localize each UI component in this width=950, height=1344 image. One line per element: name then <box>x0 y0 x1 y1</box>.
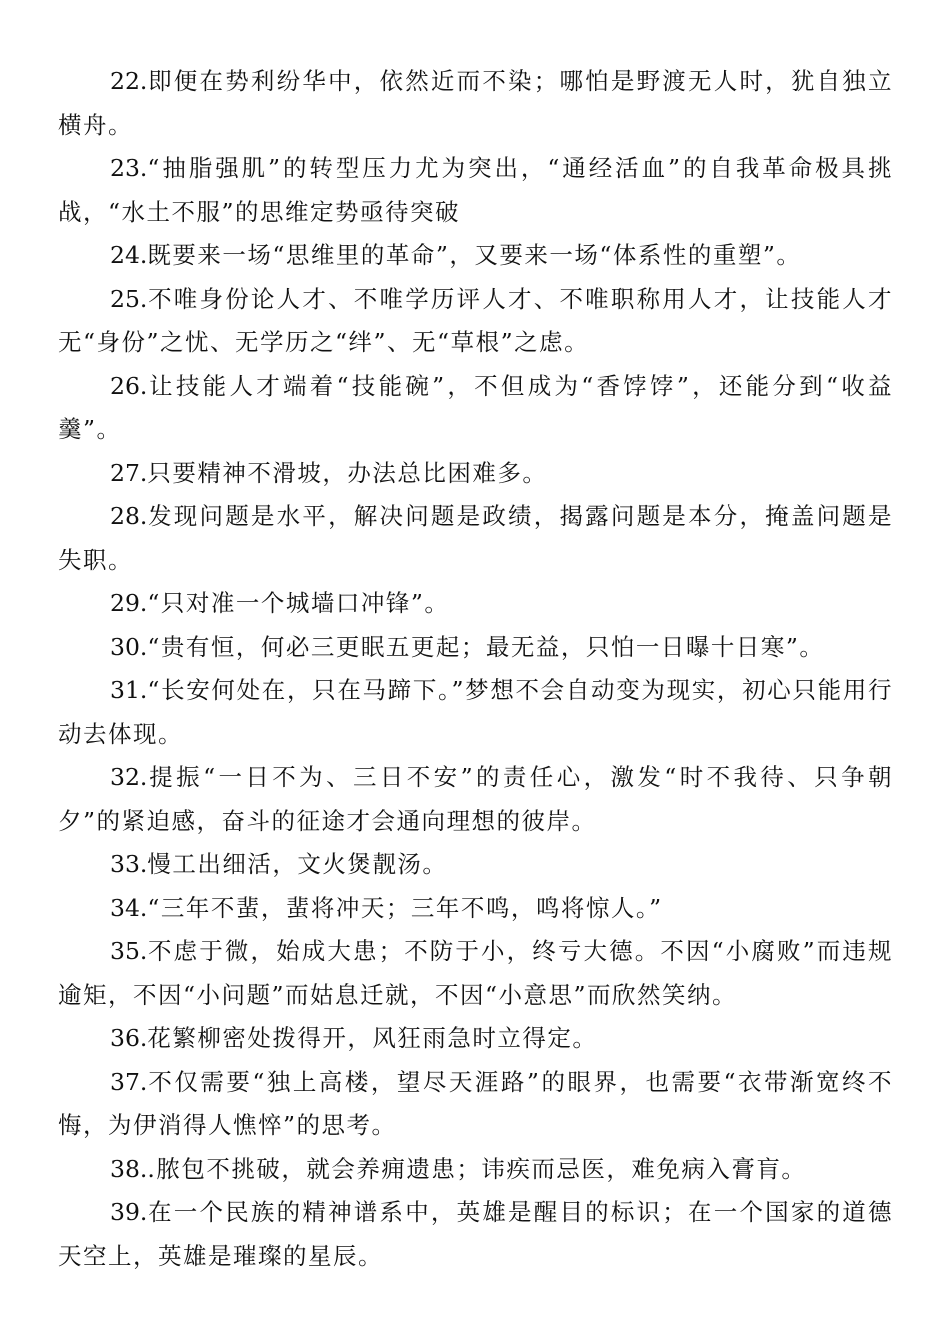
list-item-25 <box>58 278 893 365</box>
list-item-31 <box>58 669 893 756</box>
item-number: 23. <box>110 154 148 182</box>
item-text: 慢工出细活，文火煲靓汤。 <box>147 850 448 878</box>
item-text: 不虑于微，始成大患；不防于小，终亏大德。不因“小腐败”而违规逾矩，不因“小问题”而姑息迁就，不因“小意思”而欣然笑纳。 <box>58 937 893 1009</box>
list-item-35 <box>58 930 893 1017</box>
item-text: 只要精神不滑坡，办法总比困难多。 <box>147 458 548 487</box>
item-text: 在一个民族的精神谱系中，英雄是醒目的标识；在一个国家的道德天空上，英雄是璀璨的星辰。 <box>58 1198 893 1270</box>
item-text: 花繁柳密处拨得开，风狂雨急时立得定。 <box>147 1024 598 1052</box>
list-item-36 <box>58 1017 893 1061</box>
item-text: 不仅需要“独上高楼，望尽天涯路”的眼界，也需要“衣带渐宽终不悔，为伊消得人憔悴”的思考。 <box>58 1067 893 1139</box>
list-item-38 <box>58 1148 893 1192</box>
item-text: “贵有恒，何必三更眠五更起；最无益，只怕一日曝十日寒”。 <box>147 632 825 661</box>
list-item-39 <box>58 1191 893 1278</box>
item-number: 31. <box>110 676 148 704</box>
item-text: “三年不蜚，蜚将冲天；三年不鸣，鸣将惊人。” <box>147 893 663 922</box>
list-item-27 <box>58 452 893 496</box>
list-item-26 <box>58 365 893 452</box>
list-item-37 <box>58 1061 893 1148</box>
list-item-29 <box>58 582 893 626</box>
item-text: 既要来一场“思维里的革命”，又要来一场“体系性的重塑”。 <box>147 241 802 269</box>
item-number: 25. <box>110 284 148 313</box>
item-text: 让技能人才端着“技能碗”，不但成为“香饽饽”，还能分到“收益羹”。 <box>58 371 893 443</box>
item-number: 38. <box>110 1154 148 1183</box>
item-number: 22. <box>110 67 148 95</box>
list-item-34 <box>58 887 893 931</box>
item-text: 提振“一日不为、三日不安”的责任心，激发“时不我待、只争朝夕”的紧迫感，奋斗的征途才会通向理想的彼岸。 <box>58 763 893 835</box>
item-text: 即便在势利纷华中，依然近而不染；哪怕是野渡无人时，犹自独立横舟。 <box>58 67 893 139</box>
item-number: 28. <box>110 502 148 530</box>
item-number: 36. <box>110 1024 148 1052</box>
item-number: 24. <box>110 241 148 269</box>
item-number: 33. <box>110 850 148 878</box>
item-text: 发现问题是水平，解决问题是政绩，揭露问题是本分，掩盖问题是失职。 <box>58 502 893 574</box>
list-item-32 <box>58 756 893 843</box>
item-text: 不唯身份论人才、不唯学历评人才、不唯职称用人才，让技能人才无“身份”之忧、无学历之“绊”、无“草根”之虑。 <box>58 284 893 356</box>
item-number: 32. <box>110 763 148 791</box>
list-item-22 <box>58 60 893 147</box>
list-item-24 <box>58 234 893 278</box>
item-number: 34. <box>110 893 148 922</box>
item-number: 26. <box>110 371 148 400</box>
item-number: 39. <box>110 1198 148 1226</box>
item-text: “只对准一个城墙口冲锋”。 <box>147 589 450 617</box>
list-item-30 <box>58 626 893 670</box>
item-number: 29. <box>110 589 148 617</box>
item-text: “长安何处在，只在马蹄下。”梦想不会自动变为现实，初心只能用行动去体现。 <box>58 676 893 748</box>
list-item-33 <box>58 843 893 887</box>
list-item-23 <box>58 147 893 234</box>
item-number: 35. <box>110 937 148 965</box>
item-text: .脓包不挑破，就会养痈遗患；讳疾而忌医，难免病入膏肓。 <box>147 1154 807 1183</box>
item-text: “抽脂强肌”的转型压力尤为突出，“通经活血”的自我革命极具挑战，“水土不服”的思维定势亟待突破 <box>58 154 893 226</box>
item-number: 37. <box>110 1067 148 1096</box>
list-item-28 <box>58 495 893 582</box>
item-number: 30. <box>110 632 148 661</box>
document-page <box>58 60 893 1278</box>
item-number: 27. <box>110 458 148 487</box>
